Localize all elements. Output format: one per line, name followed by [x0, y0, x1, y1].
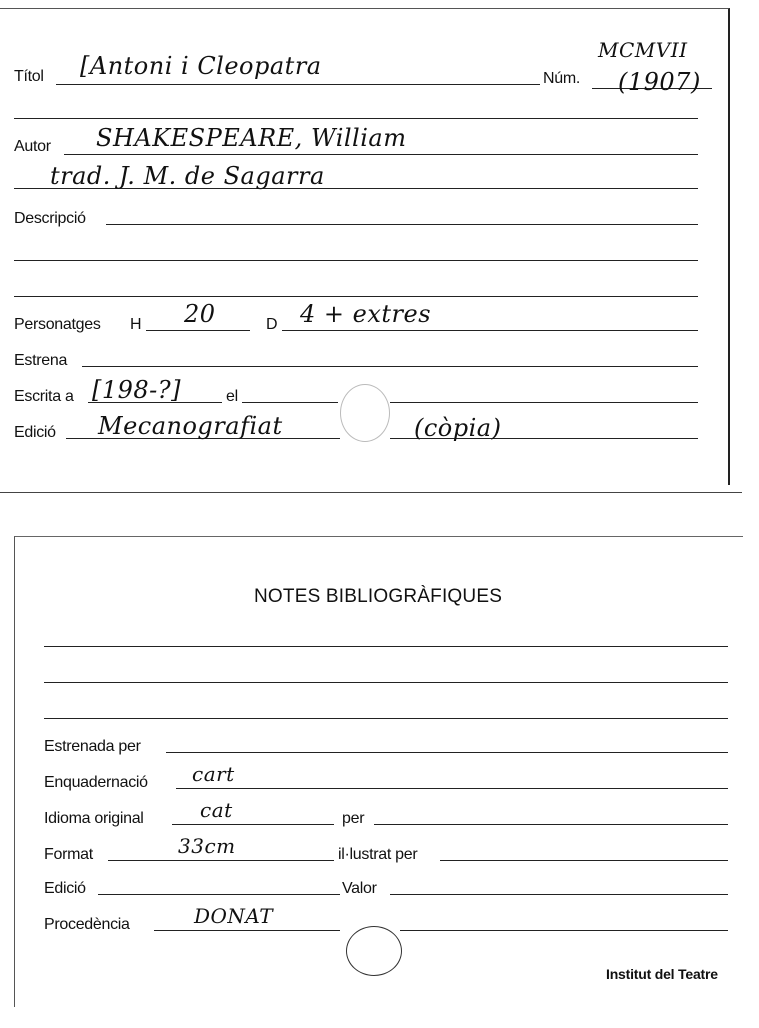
hw-trad: trad. J. M. de Sagarra	[50, 162, 325, 190]
label-el: el	[226, 388, 238, 405]
hw-num: (1907)	[618, 68, 701, 96]
line-descripcio	[106, 224, 698, 225]
line-idioma-original	[172, 824, 334, 825]
hw-procedencia: DONAT	[194, 904, 274, 928]
line-estrenada-per	[166, 752, 728, 753]
rule	[44, 646, 728, 647]
rule	[14, 296, 698, 297]
line-h	[146, 330, 250, 331]
label-idioma-original: Idioma original	[44, 810, 144, 827]
label-estrena: Estrena	[14, 352, 68, 369]
rule	[14, 118, 698, 119]
punch-hole	[346, 926, 402, 976]
line-titol	[56, 84, 540, 85]
label-titol: Títol	[14, 68, 44, 85]
line-d	[282, 330, 698, 331]
line-valor	[390, 894, 728, 895]
label-descripcio: Descripció	[14, 210, 86, 227]
rule	[400, 930, 728, 931]
hw-personatges-h: 20	[184, 300, 216, 328]
rule	[44, 718, 728, 719]
heading-notes: NOTES BIBLIOGRÀFIQUES	[254, 586, 503, 607]
label-edicio-back: Edició	[44, 880, 86, 897]
label-num: Núm.	[543, 70, 581, 87]
line-il-lustrat-per	[440, 860, 728, 861]
hw-edicio: Mecanografiat	[98, 412, 283, 440]
line-per	[374, 824, 728, 825]
label-personatges: Personatges	[14, 316, 101, 333]
label-enquadernacio: Enquadernació	[44, 774, 148, 791]
label-edicio: Edició	[14, 424, 56, 441]
hw-edicio-note: (còpia)	[414, 414, 502, 442]
label-h: H	[130, 316, 142, 333]
label-autor: Autor	[14, 138, 51, 155]
stamp-institut: Institut del Teatre	[606, 966, 718, 982]
hw-idioma-original: cat	[200, 798, 233, 822]
label-d: D	[266, 316, 278, 333]
label-procedencia: Procedència	[44, 916, 130, 933]
label-escrita-a: Escrita a	[14, 388, 74, 405]
label-valor: Valor	[342, 880, 377, 897]
line-enquadernacio	[176, 788, 728, 789]
line-format	[108, 860, 334, 861]
hw-personatges-d: 4 + extres	[300, 300, 432, 328]
rule	[44, 682, 728, 683]
hw-autor: SHAKESPEARE, William	[96, 124, 407, 152]
hw-escrita-a: [198-?]	[92, 376, 182, 404]
hw-format: 33cm	[178, 834, 236, 858]
line-autor	[64, 154, 698, 155]
hw-enquadernacio: cart	[192, 762, 235, 786]
rule	[390, 402, 698, 403]
punch-hole	[340, 384, 390, 442]
hw-titol: [Antoni i Cleopatra	[80, 52, 322, 80]
line-estrena	[82, 366, 698, 367]
card-separator	[0, 492, 742, 493]
label-format: Format	[44, 846, 93, 863]
rule	[14, 260, 698, 261]
label-il-lustrat-per: il·lustrat per	[338, 846, 418, 863]
label-estrenada-per: Estrenada per	[44, 738, 141, 755]
line-edicio-back	[98, 894, 340, 895]
hw-num-roman: MCMVII	[598, 38, 688, 62]
line-procedencia	[154, 930, 340, 931]
line-el	[242, 402, 338, 403]
label-per: per	[342, 810, 365, 827]
